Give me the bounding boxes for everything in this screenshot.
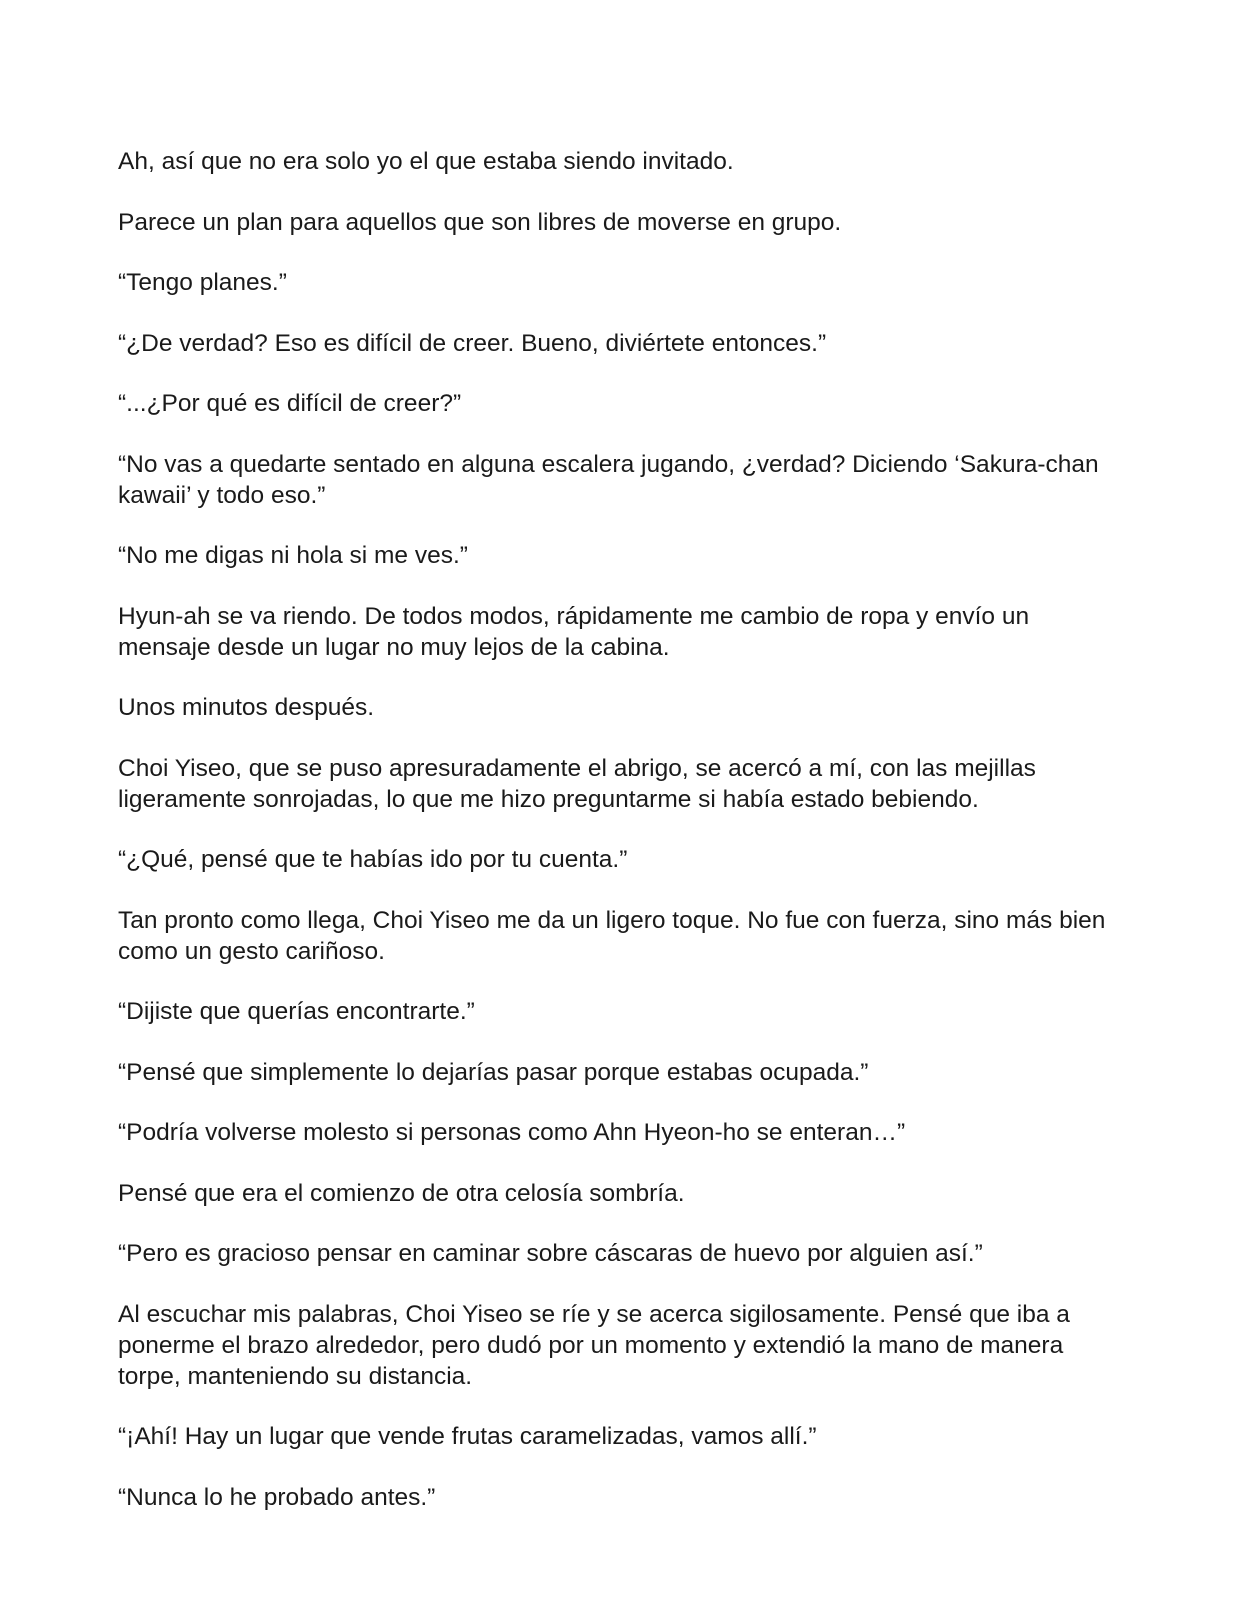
paragraph: Tan pronto como llega, Choi Yiseo me da un ligero toque. No fue con fuerza, sino más bien como un gesto cariñoso.	[118, 906, 1106, 965]
paragraph: “Tengo planes.”	[118, 269, 287, 296]
document-page	[118, 146, 1118, 1542]
paragraph: Unos minutos después.	[118, 694, 375, 721]
paragraph: “No me digas ni hola si me ves.”	[118, 542, 468, 569]
paragraph: “¡Ahí! Hay un lugar que vende frutas caramelizadas, vamos allí.”	[118, 1423, 817, 1450]
paragraph: Choi Yiseo, que se puso apresuradamente el abrigo, se acercó a mí, con las mejillas ligeramente sonrojadas, lo que me hizo preguntarme si había estado bebiendo.	[118, 754, 1036, 813]
paragraph: “Dijiste que querías encontrarte.”	[118, 998, 475, 1025]
paragraph: Al escuchar mis palabras, Choi Yiseo se ríe y se acerca sigilosamente. Pensé que iba a ponerme el brazo alrededor, pero dudó por un momento y extendió la mano de manera torpe, manteniendo su distancia.	[118, 1300, 1070, 1390]
paragraph: Ah, así que no era solo yo el que estaba siendo invitado.	[118, 148, 734, 175]
paragraph: “Nunca lo he probado antes.”	[118, 1483, 436, 1511]
paragraph: “Podría volverse molesto si personas como Ahn Hyeon-ho se enteran…”	[118, 1119, 906, 1146]
paragraph: “¿Qué, pensé que te habías ido por tu cuenta.”	[118, 846, 628, 873]
paragraph: “Pensé que simplemente lo dejarías pasar porque estabas ocupada.”	[118, 1058, 869, 1086]
paragraph: “No vas a quedarte sentado en alguna escalera jugando, ¿verdad? Diciendo ‘Sakura-chan kawaii’ y todo eso.”	[118, 450, 1099, 509]
paragraph: Parece un plan para aquellos que son libres de moverse en grupo.	[118, 208, 842, 236]
paragraph: “¿De verdad? Eso es difícil de creer. Bueno, diviértete entonces.”	[118, 329, 827, 357]
paragraph: “...¿Por qué es difícil de creer?”	[118, 390, 462, 417]
paragraph: Hyun-ah se va riendo. De todos modos, rápidamente me cambio de ropa y envío un mensaje desde un lugar no muy lejos de la cabina.	[118, 602, 1030, 661]
paragraph: “Pero es gracioso pensar en caminar sobre cáscaras de huevo por alguien así.”	[118, 1240, 983, 1267]
paragraph: Pensé que era el comienzo de otra celosía sombría.	[118, 1179, 685, 1207]
